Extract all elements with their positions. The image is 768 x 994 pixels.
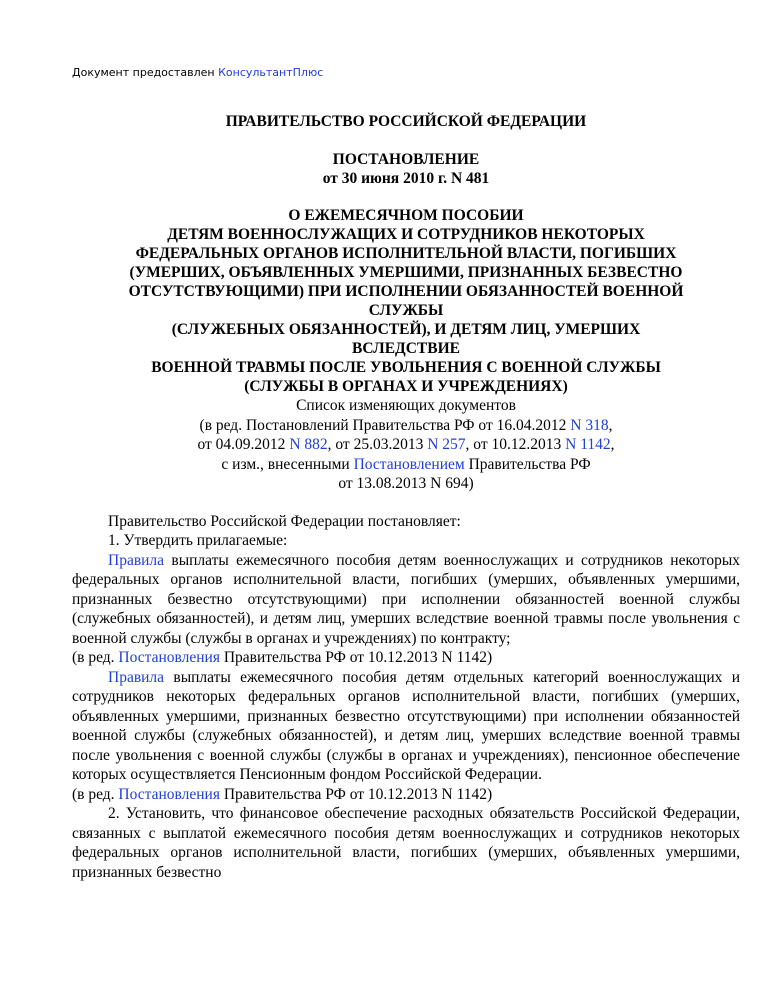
amendments-line (72, 435, 740, 455)
amendments-heading: Список изменяющих документов (296, 397, 516, 414)
consultant-plus-link[interactable]: КонсультантПлюс (218, 66, 324, 79)
title-line: ВСЛЕДСТВИЕ (352, 340, 460, 357)
amendments-block (72, 396, 740, 494)
intro-paragraph: Правительство Российской Федерации постановляет: (108, 512, 461, 530)
edition-note-2 (72, 785, 740, 805)
amendments-line: от 13.08.2013 N 694) (338, 475, 474, 492)
item-1: 1. Утвердить прилагаемые: (108, 532, 288, 549)
amendments-line (72, 455, 740, 475)
amendment-text: (в ред. Постановлений Правительства РФ от 16.04.2012 (199, 416, 571, 434)
amendment-text: с изм., внесенными (221, 455, 354, 473)
edition-link-2[interactable]: Постановления (118, 785, 220, 803)
doc-date: от 30 июня 2010 г. N 481 (322, 170, 490, 187)
rules-1-text: выплаты ежемесячного пособия детям военнослужащих и сотрудников некоторых федеральных органов исполнительной власти, погибших (умерших, объявленных умершими, признанных безвестно отсутствующими) при исполнении обязанностей военной службы (служебных обязанностей), и детям лиц, умерших вследствие военной травмы после увольнения с военной службы (службы в органах и учреждениях) по контракту; (72, 551, 740, 647)
rules-2-link[interactable]: Правила (108, 668, 165, 686)
title-line: СЛУЖБЫ (368, 302, 444, 319)
document-body (72, 112, 740, 882)
edition-text: Правительства РФ от 10.12.2013 N 1142) (219, 649, 493, 666)
amendment-link-318[interactable]: N 318 (570, 416, 609, 434)
amendments-line (72, 416, 740, 436)
government-heading: ПРАВИТЕЛЬСТВО РОССИЙСКОЙ ФЕДЕРАЦИИ (225, 113, 587, 130)
amendment-link-1142[interactable]: N 1142 (565, 436, 611, 453)
title-line: ФЕДЕРАЛЬНЫХ ОРГАНОВ ИСПОЛНИТЕЛЬНОЙ ВЛАСТИ, ПОГИБШИХ (135, 245, 677, 262)
title-line: (СЛУЖБЫ В ОРГАНАХ И УЧРЕЖДЕНИЯХ) (244, 378, 568, 395)
title-line: ДЕТЯМ ВОЕННОСЛУЖАЩИХ И СОТРУДНИКОВ НЕКОТОРЫХ (167, 226, 645, 243)
rules-2-text: выплаты ежемесячного пособия детям отдельных категорий военнослужащих и сотрудников некоторых федеральных органов исполнительной власти, погибших (умерших, объявленных умершими, признанных безвестно отсутствующими) при исполнении обязанностей военной службы (служебных обязанностей), и детям лиц, умерших вследствие военной травмы после увольнения с военной службы (службы в органах и учреждениях), пенсионное обеспечение которых осуществляется Пенсионным фондом Российской Федерации. (72, 668, 740, 783)
amendment-text: от 04.09.2012 (197, 436, 290, 453)
rules-1-paragraph (72, 551, 740, 649)
amendment-text: , от 10.12.2013 (465, 436, 566, 453)
amendment-link-882[interactable]: N 882 (289, 436, 328, 453)
edition-note-1 (72, 648, 740, 668)
rules-2-paragraph (72, 668, 740, 785)
item-2: 2. Установить, что финансовое обеспечение расходных обязательств Российской Федерации, связанных с выплатой ежемесячного пособия детям военнослужащих и сотрудников некоторых федеральных органов исполнительной власти, погибших (умерших, объявленных умершими, признанных безвестно (72, 805, 740, 881)
provided-by-line (72, 66, 323, 80)
title-line: ОТСУТСТВУЮЩИМИ) ПРИ ИСПОЛНЕНИИ ОБЯЗАННОСТЕЙ ВОЕННОЙ (128, 283, 684, 300)
amendment-text: Правительства РФ (464, 455, 591, 473)
doc-type: ПОСТАНОВЛЕНИЕ (332, 151, 480, 168)
amendment-text: , (608, 416, 613, 434)
edition-text: Правительства РФ от 10.12.2013 N 1142) (219, 785, 493, 803)
doc-title (72, 206, 740, 396)
title-line: ВОЕННОЙ ТРАВМЫ ПОСЛЕ УВОЛЬНЕНИЯ С ВОЕННОЙ СЛУЖБЫ (151, 359, 661, 376)
title-line: (УМЕРШИХ, ОБЪЯВЛЕННЫХ УМЕРШИМИ, ПРИЗНАННЫХ БЕЗВЕСТНО (129, 264, 683, 281)
provided-by-text: Документ предоставлен (72, 66, 219, 79)
amendment-text: , (610, 436, 615, 453)
amendment-text: , от 25.03.2013 (327, 436, 428, 453)
edition-text: (в ред. (72, 649, 119, 666)
rules-1-link[interactable]: Правила (108, 551, 165, 569)
amendment-link-257[interactable]: N 257 (427, 436, 466, 453)
title-line: (СЛУЖЕБНЫХ ОБЯЗАННОСТЕЙ), И ДЕТЯМ ЛИЦ, УМЕРШИХ (171, 321, 641, 338)
title-line: О ЕЖЕМЕСЯЧНОМ ПОСОБИИ (288, 207, 524, 224)
amendment-link-resolution[interactable]: Постановлением (353, 455, 465, 473)
edition-link-1[interactable]: Постановления (118, 649, 220, 666)
edition-text: (в ред. (72, 785, 119, 803)
